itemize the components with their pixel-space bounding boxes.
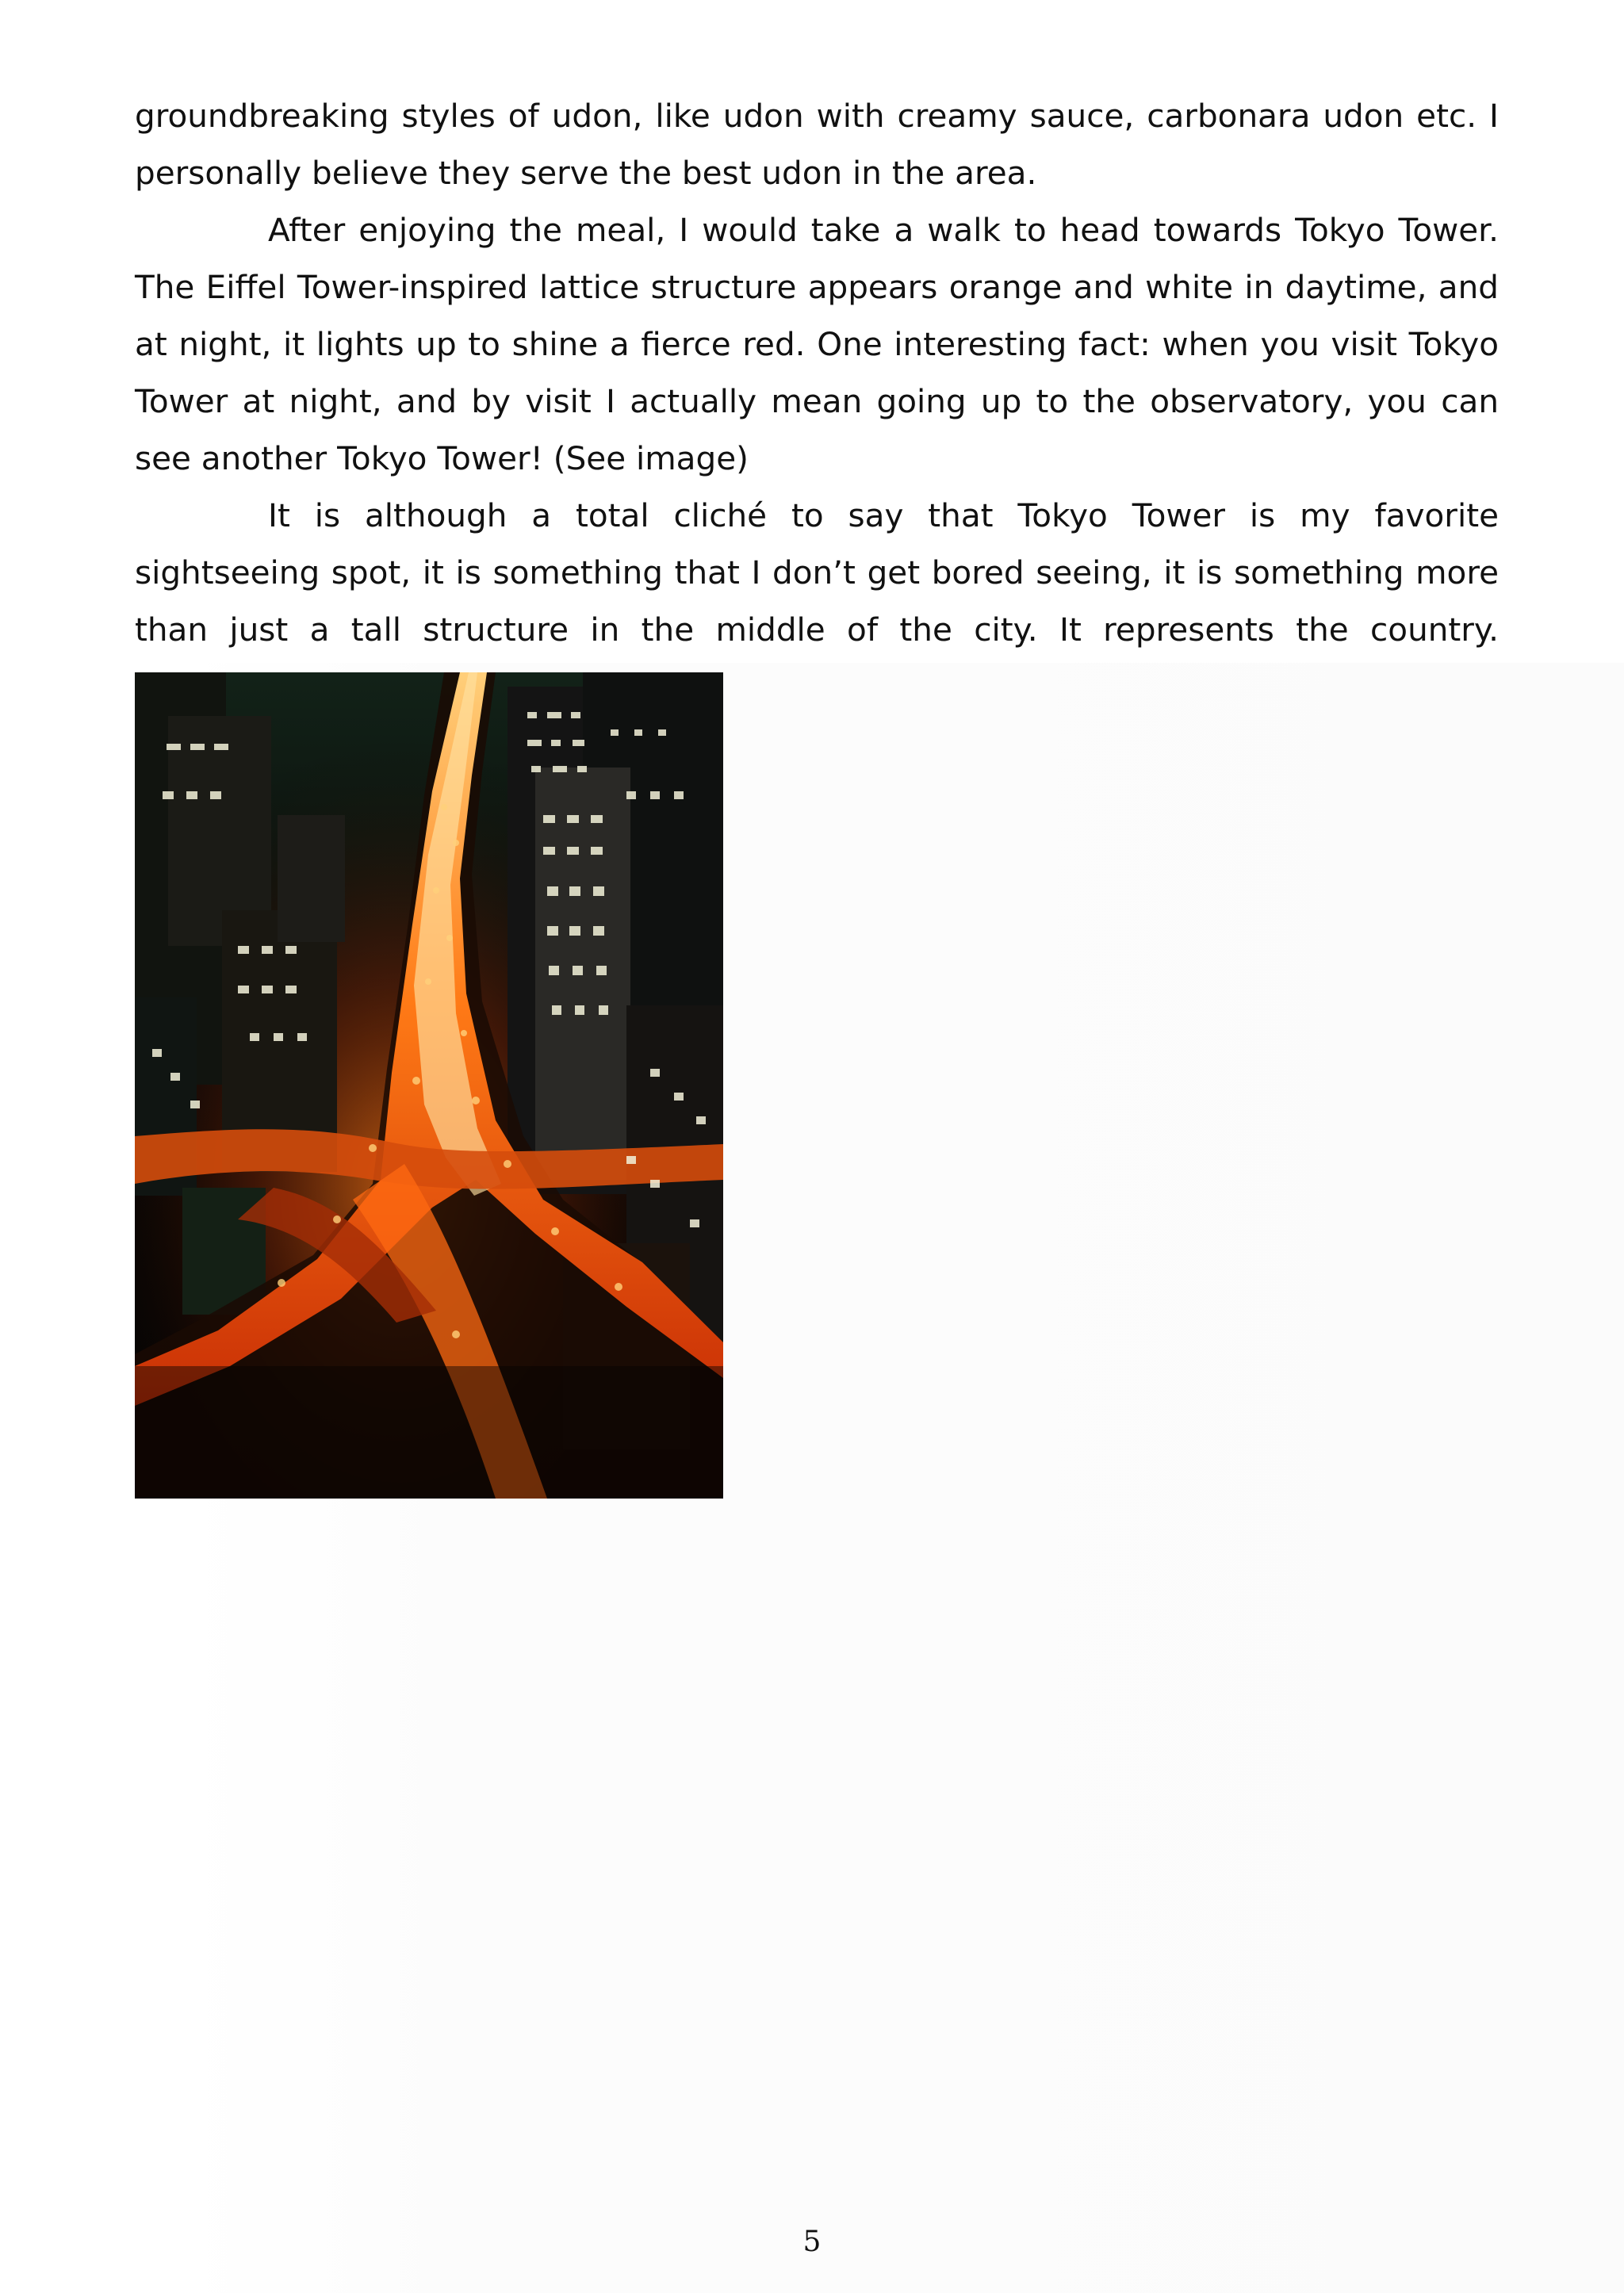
paragraph-tokyo-tower-walk: After enjoying the meal, I would take a walk to head towards Tokyo Tower. The Eiffel Tower-inspired lattice structure appears orange and white in daytime, and at night, it lights up to shine a fierce red. One interesting fact: when you visit Tokyo Tower at night, and by visit I actually mean going up to the observatory, you can see another Tokyo Tower! (See image) bbox=[135, 211, 1499, 477]
paragraph-continuation: groundbreaking styles of udon, like udon with creamy sauce, carbonara udon etc. I personally believe they serve the best udon in the area. bbox=[135, 97, 1499, 192]
night-city-photo-svg bbox=[135, 672, 723, 1499]
dark-foreground bbox=[135, 1366, 723, 1499]
paragraph-favorite-spot: It is although a total cliché to say that Tokyo Tower is my favorite sightseeing spot, it is something that I don’t get bored seeing, it is something more than just a tall structure in the middle of the city. It represents the country. bbox=[135, 496, 1499, 649]
page-number: 5 bbox=[802, 2226, 822, 2258]
night-city-photo bbox=[135, 672, 723, 1499]
document-body bbox=[135, 87, 1499, 658]
